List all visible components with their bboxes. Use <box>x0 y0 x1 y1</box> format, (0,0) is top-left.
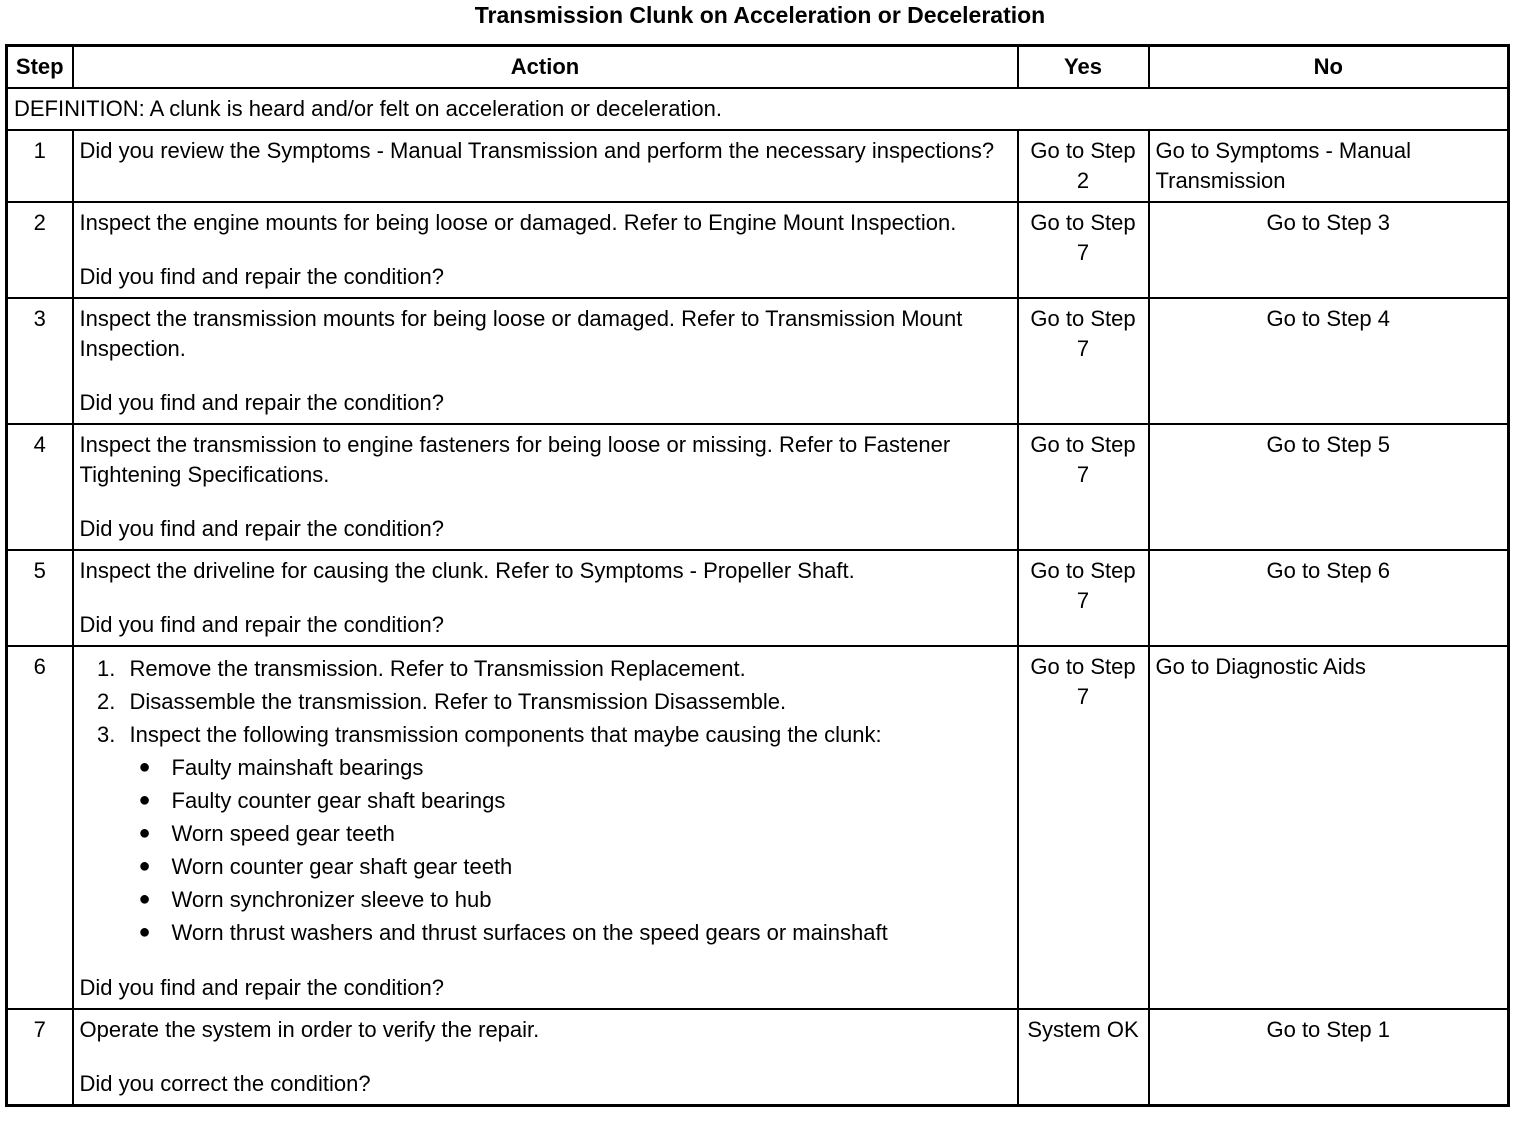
diagnostic-table <box>5 44 1510 1107</box>
bullet-icon: ● <box>138 921 151 943</box>
page-title: Transmission Clunk on Acceleration or Deceleration <box>474 2 1046 28</box>
definition-text: DEFINITION: A clunk is heard and/or felt on acceleration or deceleration. <box>7 88 1509 130</box>
action-cell <box>73 646 1018 1009</box>
step-number: 3 <box>7 298 73 424</box>
header-step: Step <box>7 46 73 89</box>
step-number: 4 <box>7 424 73 550</box>
action-cell <box>73 550 1018 646</box>
step-number: 6 <box>7 646 73 1009</box>
question-text: Did you find and repair the condition? <box>79 612 444 637</box>
table-row <box>7 202 1509 298</box>
table-row <box>7 1009 1509 1106</box>
table-row <box>7 130 1509 202</box>
no-cell: Go to Step 5 <box>1149 424 1509 550</box>
no-cell: Go to Symptoms - Manual Transmission <box>1149 130 1509 202</box>
substep-text: Inspect the following transmission components that maybe causing the clunk: <box>129 722 882 747</box>
action-cell <box>73 298 1018 424</box>
step-number: 7 <box>7 1009 73 1106</box>
action-cell <box>73 424 1018 550</box>
action-text: Inspect the transmission mounts for being loose or damaged. Refer to Transmission Mount Inspection. <box>79 306 963 361</box>
yes-cell: Go to Step 7 <box>1018 298 1149 424</box>
bullet-icon: ● <box>138 888 151 910</box>
table-row <box>7 298 1509 424</box>
definition-row <box>7 88 1509 130</box>
question-text: Did you find and repair the condition? <box>79 264 444 289</box>
no-cell: Go to Step 3 <box>1149 202 1509 298</box>
list-item: ● Faulty counter gear shaft bearings <box>172 784 1011 817</box>
step-number: 2 <box>7 202 73 298</box>
yes-cell: Go to Step 2 <box>1018 130 1149 202</box>
yes-cell: Go to Step 7 <box>1018 202 1149 298</box>
header-yes: Yes <box>1018 46 1149 89</box>
header-row <box>7 46 1509 89</box>
question-text: Did you correct the condition? <box>79 1071 371 1096</box>
list-item: ● Worn synchronizer sleeve to hub <box>172 883 1011 916</box>
yes-cell: Go to Step 7 <box>1018 646 1149 1009</box>
table-row <box>7 550 1509 646</box>
step-number: 1 <box>7 130 73 202</box>
bullet-icon: ● <box>138 855 151 877</box>
step-number: 5 <box>7 550 73 646</box>
list-item: ● Worn speed gear teeth <box>172 817 1011 850</box>
bullet-icon: ● <box>138 789 151 811</box>
bullet-icon: ● <box>138 756 151 778</box>
question-text: Did you find and repair the condition? <box>79 516 444 541</box>
action-text: Did you review the Symptoms - Manual Transmission and perform the necessary inspections? <box>79 138 995 163</box>
question-text: Did you find and repair the condition? <box>79 975 444 1000</box>
no-cell: Go to Step 6 <box>1149 550 1509 646</box>
action-text: Inspect the driveline for causing the clunk. Refer to Symptoms - Propeller Shaft. <box>79 558 855 583</box>
list-item: ● Faulty mainshaft bearings <box>172 751 1011 784</box>
no-cell: Go to Step 4 <box>1149 298 1509 424</box>
substep-list <box>80 652 1011 949</box>
action-cell <box>73 1009 1018 1106</box>
no-cell: Go to Step 1 <box>1149 1009 1509 1106</box>
bullet-icon: ● <box>138 822 151 844</box>
no-cell: Go to Diagnostic Aids <box>1149 646 1509 1009</box>
question-text: Did you find and repair the condition? <box>79 390 444 415</box>
action-cell <box>73 130 1018 202</box>
table-row <box>7 424 1509 550</box>
yes-cell: System OK <box>1018 1009 1149 1106</box>
yes-cell: Go to Step 7 <box>1018 550 1149 646</box>
component-list <box>130 751 1011 949</box>
action-text: Operate the system in order to verify the repair. <box>79 1017 540 1042</box>
substep-item: 1. Remove the transmission. Refer to Transmission Replacement. <box>122 652 1011 685</box>
action-text: Inspect the transmission to engine fasteners for being loose or missing. Refer to Fastener Tightening Specifications. <box>79 432 951 487</box>
header-action: Action <box>73 46 1018 89</box>
substep-item <box>122 718 1011 949</box>
list-item: ● Worn counter gear shaft gear teeth <box>172 850 1011 883</box>
yes-cell: Go to Step 7 <box>1018 424 1149 550</box>
action-text: Inspect the engine mounts for being loose or damaged. Refer to Engine Mount Inspection. <box>79 210 957 235</box>
action-cell <box>73 202 1018 298</box>
header-no: No <box>1149 46 1509 89</box>
list-item: ● Worn thrust washers and thrust surfaces on the speed gears or mainshaft <box>172 916 1011 949</box>
substep-item: 2. Disassemble the transmission. Refer to Transmission Disassemble. <box>122 685 1011 718</box>
table-row <box>7 646 1509 1009</box>
